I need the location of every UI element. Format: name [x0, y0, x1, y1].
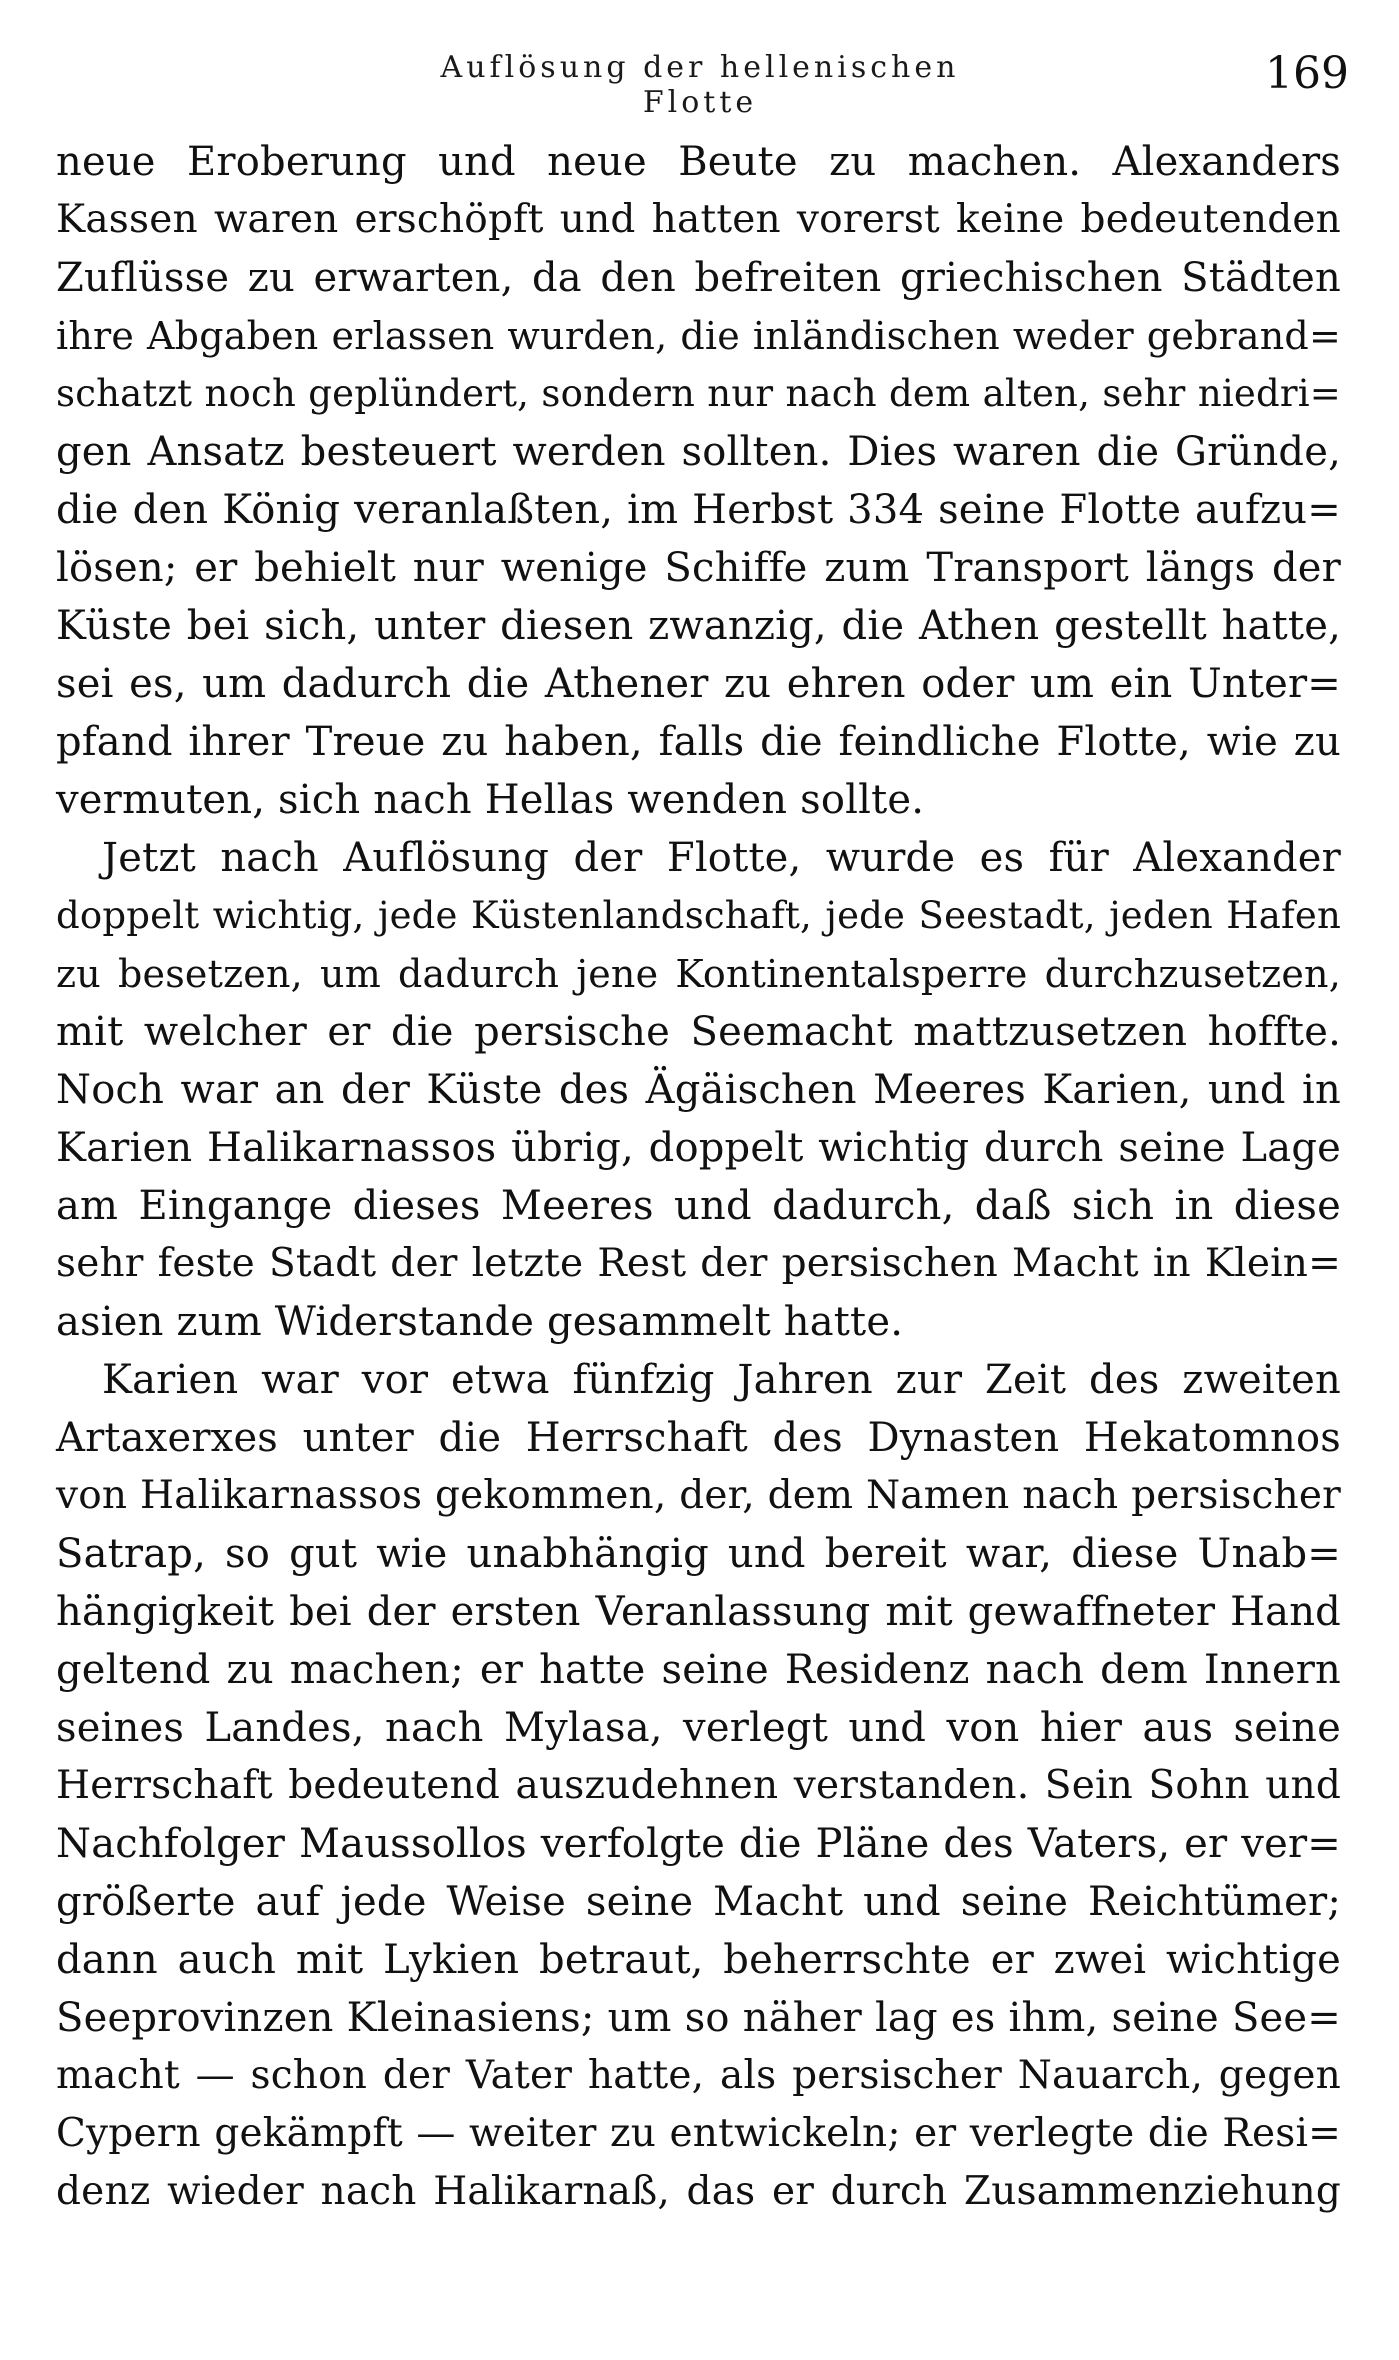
text-line: asien zum Widerstande gesammelt hatte.: [56, 1299, 904, 1345]
body-text: [56, 133, 1341, 2221]
text-line: macht — schon der Vater hatte, als persischer Nauarch, gegen: [56, 2053, 1341, 2098]
text-line: pfand ihrer Treue zu haben, falls die feindliche Flotte, wie zu: [56, 719, 1341, 765]
text-line: Artaxerxes unter die Herrschaft des Dynasten Hekatomnos: [56, 1415, 1341, 1461]
text-line: Cypern gekämpft — weiter zu entwickeln; er verlegte die Resi=: [56, 2111, 1341, 2156]
paragraph-1: [56, 133, 1341, 829]
text-line: die den König veranlaßten, im Herbst 334 seine Flotte aufzu=: [56, 487, 1341, 533]
text-line: vermuten, sich nach Hellas wenden sollte.: [56, 777, 925, 823]
text-line: lösen; er behielt nur wenige Schiffe zum Transport längs der: [56, 545, 1341, 591]
text-line: ihre Abgaben erlassen wurden, die inländischen weder gebrand=: [56, 314, 1341, 358]
text-line: Herrschaft bedeutend auszudehnen verstanden. Sein Sohn und: [56, 1763, 1341, 1808]
text-line: Karien Halikarnassos übrig, doppelt wichtig durch seine Lage: [56, 1125, 1341, 1171]
text-line: Noch war an der Küste des Ägäischen Meeres Karien, und in: [56, 1067, 1341, 1113]
text-line: größerte auf jede Weise seine Macht und seine Reichtümer;: [56, 1879, 1341, 1925]
text-line: sei es, um dadurch die Athener zu ehren oder um ein Unter=: [56, 661, 1341, 707]
text-line: Karien war vor etwa fünfzig Jahren zur Zeit des zweiten: [102, 1357, 1341, 1403]
text-line: doppelt wichtig, jede Küstenlandschaft, jede Seestadt, jeden Hafen: [56, 894, 1341, 937]
text-line: denz wieder nach Halikarnaß, das er durch Zusammenziehung: [56, 2169, 1341, 2214]
text-line: Satrap, so gut wie unabhängig und bereit war, diese Unab=: [56, 1531, 1341, 1577]
running-title: Auflösung der hellenischen Flotte: [440, 50, 960, 120]
text-line: gen Ansatz besteuert werden sollten. Dies waren die Gründe,: [56, 429, 1341, 475]
text-line: von Halikarnassos gekommen, der, dem Namen nach persischer: [56, 1473, 1341, 1518]
text-line: sehr feste Stadt der letzte Rest der persischen Macht in Klein=: [56, 1241, 1341, 1286]
text-line: schatzt noch geplündert, sondern nur nach dem alten, sehr niedri=: [56, 372, 1341, 415]
text-line: Kassen waren erschöpft und hatten vorerst keine bedeutenden: [56, 197, 1341, 242]
text-line: dann auch mit Lykien betraut, beherrschte er zwei wichtige: [56, 1937, 1341, 1983]
text-line: Nachfolger Maussollos verfolgte die Pläne des Vaters, er ver=: [56, 1821, 1341, 1867]
text-line: Küste bei sich, unter diesen zwanzig, die Athen gestellt hatte,: [56, 603, 1341, 649]
text-line: am Eingange dieses Meeres und dadurch, daß sich in diese: [56, 1183, 1341, 1229]
text-line: neue Eroberung und neue Beute zu machen. Alexanders: [56, 139, 1341, 185]
paragraph-3: [56, 1351, 1341, 2221]
text-line: geltend zu machen; er hatte seine Residenz nach dem Innern: [56, 1647, 1341, 1693]
text-line: seines Landes, nach Mylasa, verlegt und von hier aus seine: [56, 1705, 1341, 1751]
text-line: Zuflüsse zu erwarten, da den befreiten griechischen Städten: [56, 255, 1341, 301]
text-line: zu besetzen, um dadurch jene Kontinentalsperre durchzusetzen,: [56, 952, 1341, 996]
text-line: hängigkeit bei der ersten Veranlassung mit gewaffneter Hand: [56, 1589, 1341, 1635]
text-line: mit welcher er die persische Seemacht mattzusetzen hoffte.: [56, 1009, 1341, 1055]
text-line: Seeprovinzen Kleinasiens; um so näher lag es ihm, seine See=: [56, 1995, 1341, 2041]
page-number: 169: [1265, 48, 1349, 99]
paragraph-2: [56, 829, 1341, 1351]
text-line: Jetzt nach Auflösung der Flotte, wurde es für Alexander: [102, 835, 1341, 881]
